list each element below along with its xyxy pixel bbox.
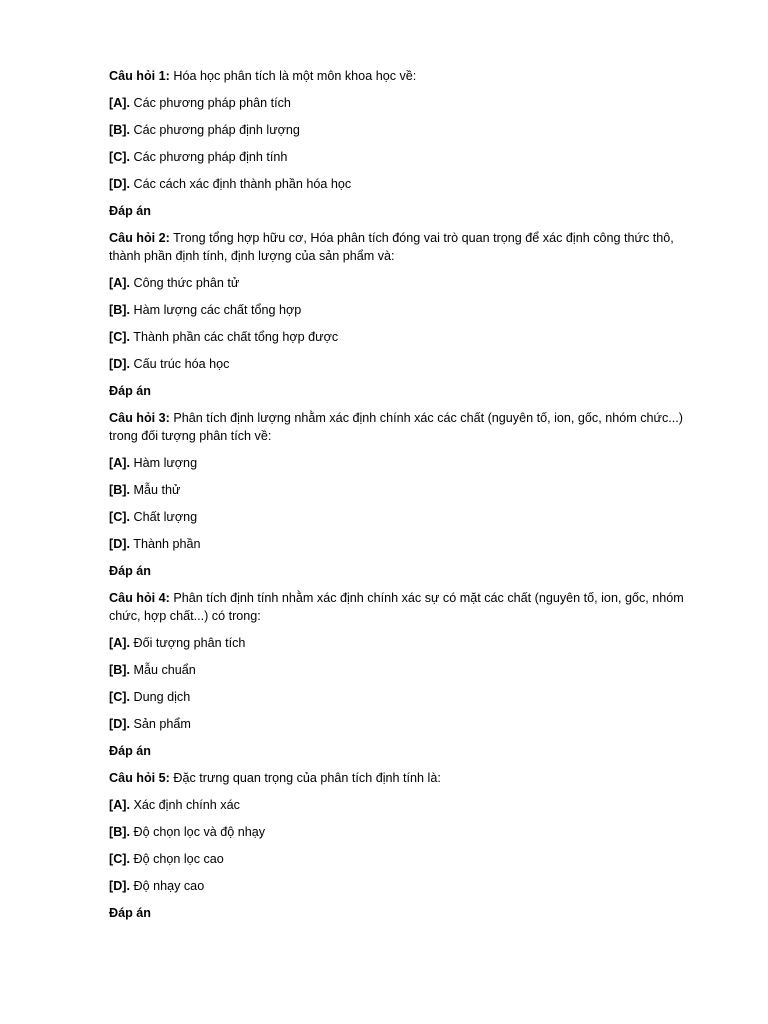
option-label: [D]. <box>109 717 130 731</box>
option-a <box>109 634 699 652</box>
option-label: [B]. <box>109 825 130 839</box>
option-label: [D]. <box>109 879 130 893</box>
option-text: Mẫu thử <box>129 483 181 497</box>
option-label: [D]. <box>109 357 130 371</box>
option-a <box>109 94 699 112</box>
option-b <box>109 121 699 139</box>
option-text: Các phương pháp định tính <box>129 150 288 164</box>
question-1 <box>109 67 699 220</box>
question-label: Câu hỏi 3: <box>109 411 170 425</box>
option-label: [C]. <box>109 510 130 524</box>
option-c <box>109 850 699 868</box>
option-d <box>109 175 699 193</box>
option-label: [B]. <box>109 123 130 137</box>
option-c <box>109 508 699 526</box>
question-5 <box>109 769 699 922</box>
question-2 <box>109 229 699 400</box>
option-c <box>109 328 699 346</box>
option-text: Độ chọn lọc và độ nhạy <box>129 825 266 839</box>
option-text: Các phương pháp định lượng <box>129 123 300 137</box>
option-text: Độ nhạy cao <box>129 879 205 893</box>
answer-heading: Đáp án <box>109 564 151 578</box>
option-text: Đối tượng phân tích <box>129 636 246 650</box>
option-label: [C]. <box>109 330 130 344</box>
option-text: Thành phần các chất tổng hợp được <box>129 330 339 344</box>
option-text: Các phương pháp phân tích <box>129 96 291 110</box>
answer-heading: Đáp án <box>109 906 151 920</box>
option-a <box>109 454 699 472</box>
option-d <box>109 355 699 373</box>
option-label: [C]. <box>109 852 130 866</box>
option-label: [A]. <box>109 456 130 470</box>
option-label: [C]. <box>109 690 130 704</box>
option-b <box>109 823 699 841</box>
option-text: Hàm lượng <box>129 456 198 470</box>
question-body: Hóa học phân tích là một môn khoa học về: <box>169 69 417 83</box>
option-label: [A]. <box>109 798 130 812</box>
option-b <box>109 301 699 319</box>
option-label: [A]. <box>109 96 130 110</box>
answer-heading: Đáp án <box>109 384 151 398</box>
question-4 <box>109 589 699 760</box>
question-text <box>109 769 699 787</box>
question-label: Câu hỏi 1: <box>109 69 170 83</box>
option-label: [B]. <box>109 303 130 317</box>
option-c <box>109 148 699 166</box>
question-text <box>109 589 699 625</box>
option-a <box>109 796 699 814</box>
option-text: Sản phẩm <box>129 717 191 731</box>
answer-heading: Đáp án <box>109 204 151 218</box>
question-body: Phân tích định tính nhằm xác định chính xác sự có mặt các chất (nguyên tố, ion, gốc, nhóm chức, hợp chất...) có trong: <box>109 591 684 623</box>
option-c <box>109 688 699 706</box>
option-text: Dung dịch <box>129 690 191 704</box>
option-text: Các cách xác định thành phần hóa học <box>129 177 352 191</box>
option-label: [D]. <box>109 177 130 191</box>
option-text: Thành phần <box>129 537 201 551</box>
option-label: [A]. <box>109 636 130 650</box>
option-text: Công thức phân tử <box>129 276 240 290</box>
answer-heading: Đáp án <box>109 744 151 758</box>
question-label: Câu hỏi 4: <box>109 591 170 605</box>
option-a <box>109 274 699 292</box>
option-b <box>109 661 699 679</box>
option-label: [B]. <box>109 483 130 497</box>
question-text <box>109 229 699 265</box>
option-text: Xác định chính xác <box>129 798 240 812</box>
question-text <box>109 409 699 445</box>
option-d <box>109 877 699 895</box>
option-text: Hàm lượng các chất tổng hợp <box>129 303 302 317</box>
question-3 <box>109 409 699 580</box>
question-body: Phân tích định lượng nhằm xác định chính xác các chất (nguyên tố, ion, gốc, nhóm chức...) trong đối tượng phân tích về: <box>109 411 683 443</box>
question-label: Câu hỏi 5: <box>109 771 170 785</box>
option-d <box>109 715 699 733</box>
option-b <box>109 481 699 499</box>
option-text: Độ chọn lọc cao <box>129 852 224 866</box>
option-label: [B]. <box>109 663 130 677</box>
option-text: Chất lượng <box>129 510 198 524</box>
question-label: Câu hỏi 2: <box>109 231 170 245</box>
option-text: Mẫu chuẩn <box>129 663 196 677</box>
option-label: [C]. <box>109 150 130 164</box>
question-body: Trong tổng hợp hữu cơ, Hóa phân tích đóng vai trò quan trọng để xác định công thức thô, thành phần định tính, định lượng của sản phẩm và: <box>109 231 674 263</box>
document-body <box>109 67 699 931</box>
option-label: [A]. <box>109 276 130 290</box>
question-body: Đặc trưng quan trọng của phân tích định tính là: <box>169 771 441 785</box>
option-text: Cấu trúc hóa học <box>129 357 230 371</box>
option-label: [D]. <box>109 537 130 551</box>
option-d <box>109 535 699 553</box>
question-text <box>109 67 699 85</box>
